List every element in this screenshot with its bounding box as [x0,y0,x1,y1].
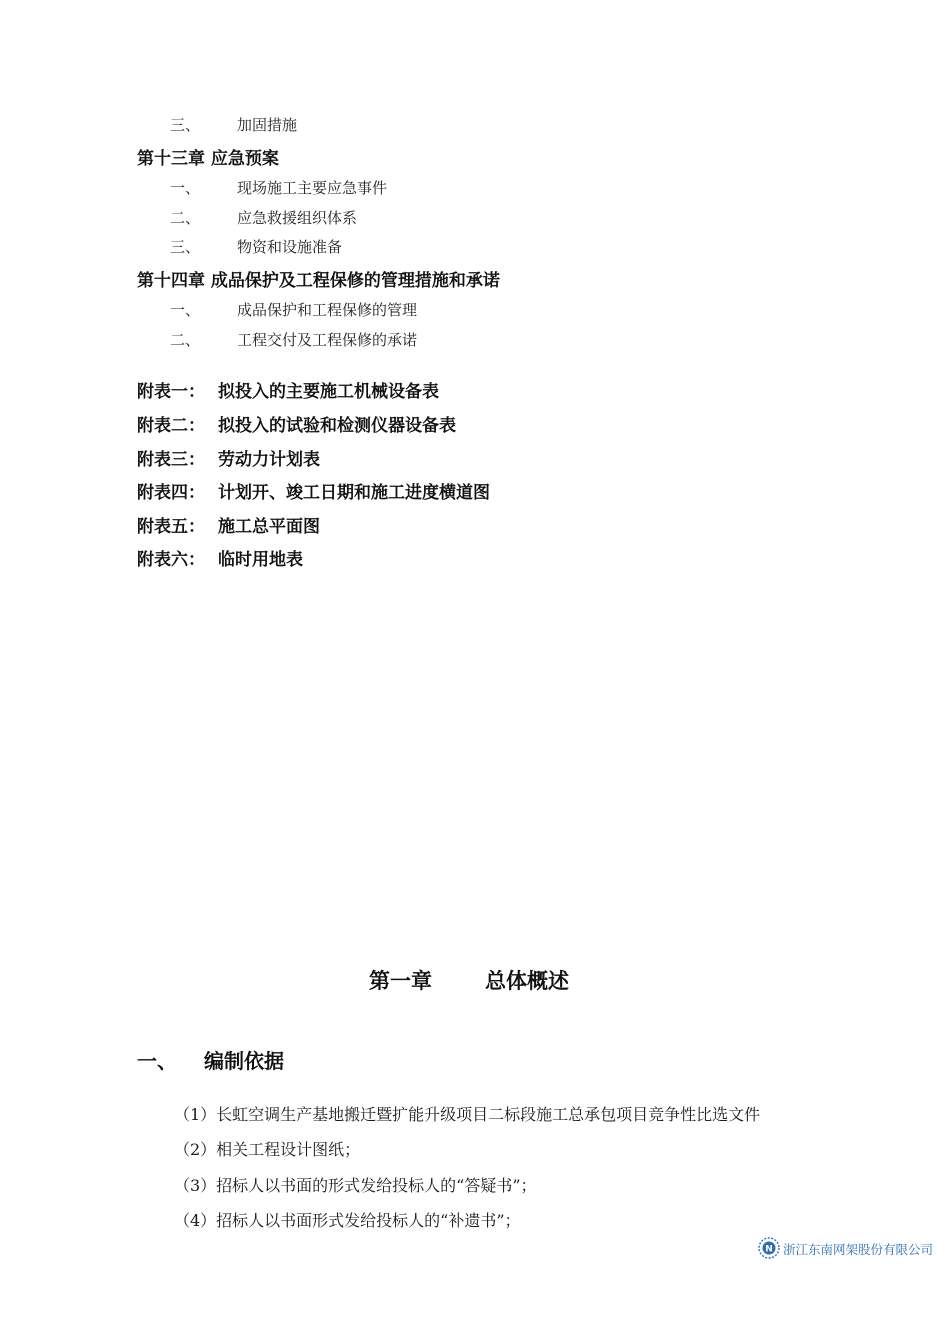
chapter-13-title: 第十三章 应急预案 [137,149,279,169]
basis-item: （1）长虹空调生产基地搬迁暨扩能升级项目二标段施工总承包项目竞争性比选文件 [174,1105,761,1124]
toc-item [170,114,570,134]
chapter-1-heading [369,965,629,995]
appendix-label: 附表三： [137,450,205,470]
appendix-text: 施工总平面图 [218,517,320,537]
toc-item-number: 二、 [170,209,201,227]
appendix-item [137,411,637,435]
toc-item-text: 加固措施 [237,116,298,134]
chapter-1-title: 总体概述 [485,969,569,993]
svg-text:N: N [765,1244,773,1255]
toc-item-number: 三、 [170,238,201,256]
toc-item-number: 三、 [170,116,201,134]
appendix-label: 附表六： [137,550,205,570]
footer-company-name: 浙江东南网架股份有限公司 [783,1242,934,1257]
toc-item-text: 应急救援组织体系 [237,209,358,227]
toc-item-number: 二、 [170,331,201,349]
toc-item-text: 物资和设施准备 [237,238,343,256]
appendix-item [137,445,637,469]
appendix-text: 拟投入的试验和检测仪器设备表 [218,416,456,436]
section-heading [137,1045,397,1073]
appendix-label: 附表四： [137,483,205,503]
appendix-label: 附表一： [137,382,205,402]
appendix-text: 拟投入的主要施工机械设备表 [218,382,439,402]
company-logo-icon [758,1237,780,1259]
toc-item [170,299,570,319]
appendix-text: 临时用地表 [218,550,303,570]
section-number: 一、 [137,1049,177,1073]
toc-item [170,329,570,349]
appendix-label: 附表五： [137,517,205,537]
appendix-label: 附表二： [137,416,205,436]
toc-item-text: 工程交付及工程保修的承诺 [237,331,418,349]
toc-item-text: 现场施工主要应急事件 [237,179,388,197]
appendix-item [137,377,637,401]
section-title: 编制依据 [204,1049,284,1073]
toc-item [170,177,570,197]
appendix-item [137,512,637,536]
toc-item-number: 一、 [170,179,201,197]
basis-item: （2）相关工程设计图纸； [174,1140,361,1159]
chapter-1-number: 第一章 [369,969,432,993]
appendix-item [137,545,637,569]
appendix-text: 劳动力计划表 [218,450,320,470]
chapter-14-title: 第十四章 成品保护及工程保修的管理措施和承诺 [137,271,500,291]
toc-item-text: 成品保护和工程保修的管理 [237,301,418,319]
basis-item: （3）招标人以书面的形式发给投标人的“答疑书”； [174,1176,537,1195]
toc-item [170,207,570,227]
appendix-text: 计划开、竣工日期和施工进度横道图 [218,483,490,503]
appendix-item [137,478,637,502]
toc-item-number: 一、 [170,301,201,319]
toc-item [170,236,570,256]
basis-item: （4）招标人以书面形式发给投标人的“补遗书”； [174,1211,521,1230]
